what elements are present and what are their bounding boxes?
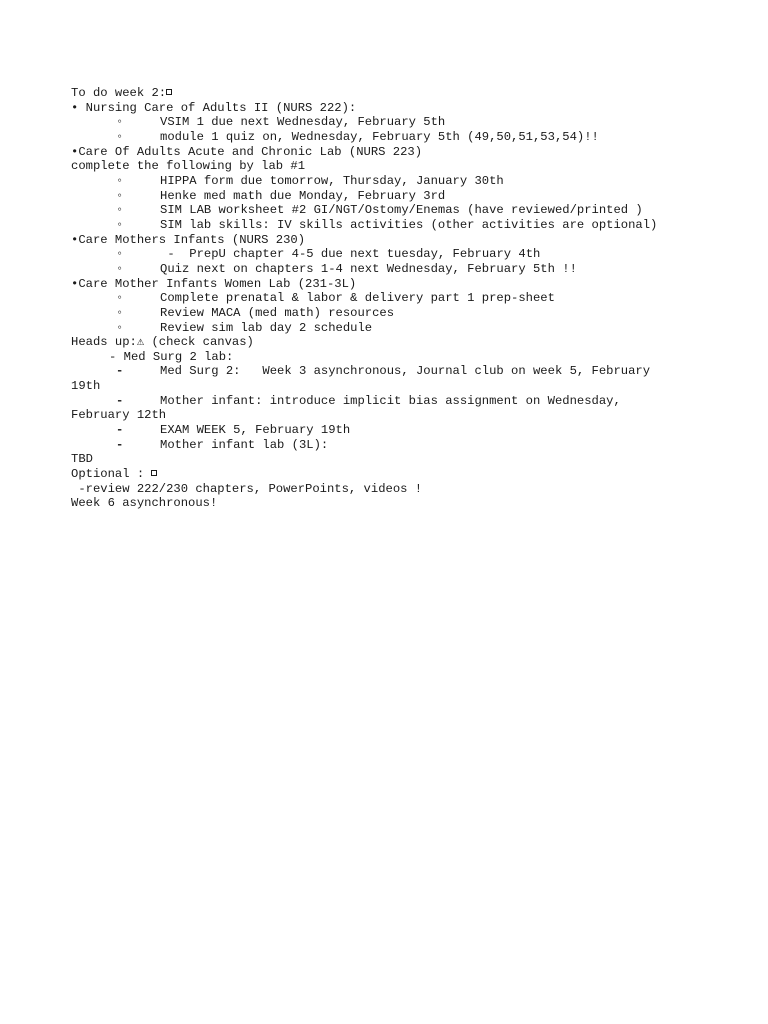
list-item-text: VSIM 1 due next Wednesday, February 5th [160, 115, 446, 130]
circle-bullet-icon: ◦ [116, 291, 124, 306]
circle-bullet-icon: ◦ [116, 203, 124, 218]
tbd-text: TBD [71, 452, 93, 467]
heads-up-label: Heads up:⚠ (check canvas) [71, 335, 254, 350]
list-item [71, 218, 751, 233]
section-subheading: complete the following by lab #1 [71, 159, 306, 174]
list-item [71, 423, 751, 438]
list-item-text: module 1 quiz on, Wednesday, February 5th (49,50,51,53,54)!! [160, 129, 599, 144]
list-item [71, 174, 751, 189]
placeholder-glyph-icon [166, 89, 172, 95]
section-heading-231-3l: •Care Mother Infants Women Lab (231-3L) [71, 276, 357, 291]
list-item [71, 291, 751, 306]
list-item-text: Complete prenatal & labor & delivery part 1 prep-sheet [160, 291, 555, 306]
optional-line: -review 222/230 chapters, PowerPoints, videos ! [71, 481, 423, 496]
dash-bullet-icon: - [116, 437, 124, 452]
footer-note: Week 6 asynchronous! [71, 496, 218, 511]
circle-bullet-icon: ◦ [116, 173, 124, 188]
optional-label-text: Optional : [71, 467, 152, 482]
list-item [71, 394, 751, 423]
section-heading-nurs-223: •Care Of Adults Acute and Chronic Lab (NURS 223) [71, 144, 423, 159]
circle-bullet-icon: ◦ [116, 115, 124, 130]
circle-bullet-icon: ◦ [116, 188, 124, 203]
list-item-text: Review sim lab day 2 schedule [160, 320, 373, 335]
document-page [71, 86, 751, 511]
optional-label [71, 467, 751, 482]
document-title [71, 86, 751, 101]
circle-bullet-icon: ◦ [116, 320, 124, 335]
list-item [71, 321, 751, 336]
circle-bullet-icon: ◦ [116, 129, 124, 144]
list-item-text: HIPPA form due tomorrow, Thursday, January 30th [160, 173, 504, 188]
list-item-text: EXAM WEEK 5, February 19th [160, 423, 351, 438]
list-item [71, 262, 751, 277]
section-heading-nurs-230: •Care Mothers Infants (NURS 230) [71, 232, 306, 247]
circle-bullet-icon: ◦ [116, 217, 124, 232]
heads-up-sublabel: - Med Surg 2 lab: [109, 349, 234, 364]
list-item-text: Mother infant: introduce implicit bias assignment on Wednesday, [160, 393, 621, 408]
list-item-text: Henke med math due Monday, February 3rd [160, 188, 446, 203]
list-item-text: SIM lab skills: IV skills activities (other activities are optional) [160, 217, 658, 232]
list-item-text: Mother infant lab (3L): [160, 437, 329, 452]
dash-bullet-icon: - [116, 393, 124, 408]
list-item-text: Quiz next on chapters 1-4 next Wednesday, February 5th !! [160, 261, 577, 276]
placeholder-glyph-icon [151, 470, 157, 476]
dash-bullet-icon: - [116, 364, 124, 379]
list-item [71, 438, 751, 453]
title-text: To do week 2: [71, 86, 167, 100]
list-item [71, 115, 751, 130]
list-item-row [71, 364, 751, 379]
list-item [71, 130, 751, 145]
circle-bullet-icon: ◦ [116, 305, 124, 320]
list-item-text: - PrepU chapter 4-5 due next tuesday, February 4th [160, 247, 541, 262]
list-item [71, 364, 751, 393]
list-item [71, 203, 751, 218]
list-item [71, 247, 751, 262]
list-item-continuation: February 12th [71, 408, 167, 423]
list-item-row [71, 394, 751, 409]
list-item [71, 306, 751, 321]
list-item-text: Review MACA (med math) resources [160, 305, 395, 320]
list-item-continuation: 19th [71, 379, 101, 394]
list-item-text: Med Surg 2: Week 3 asynchronous, Journal club on week 5, February [160, 364, 651, 379]
list-item-text: SIM LAB worksheet #2 GI/NGT/Ostomy/Enemas (have reviewed/printed ) [160, 203, 643, 218]
list-item [71, 189, 751, 204]
section-heading-nurs-222: • Nursing Care of Adults II (NURS 222): [71, 100, 357, 115]
dash-bullet-icon: - [116, 423, 124, 438]
circle-bullet-icon: ◦ [116, 247, 124, 262]
circle-bullet-icon: ◦ [116, 261, 124, 276]
